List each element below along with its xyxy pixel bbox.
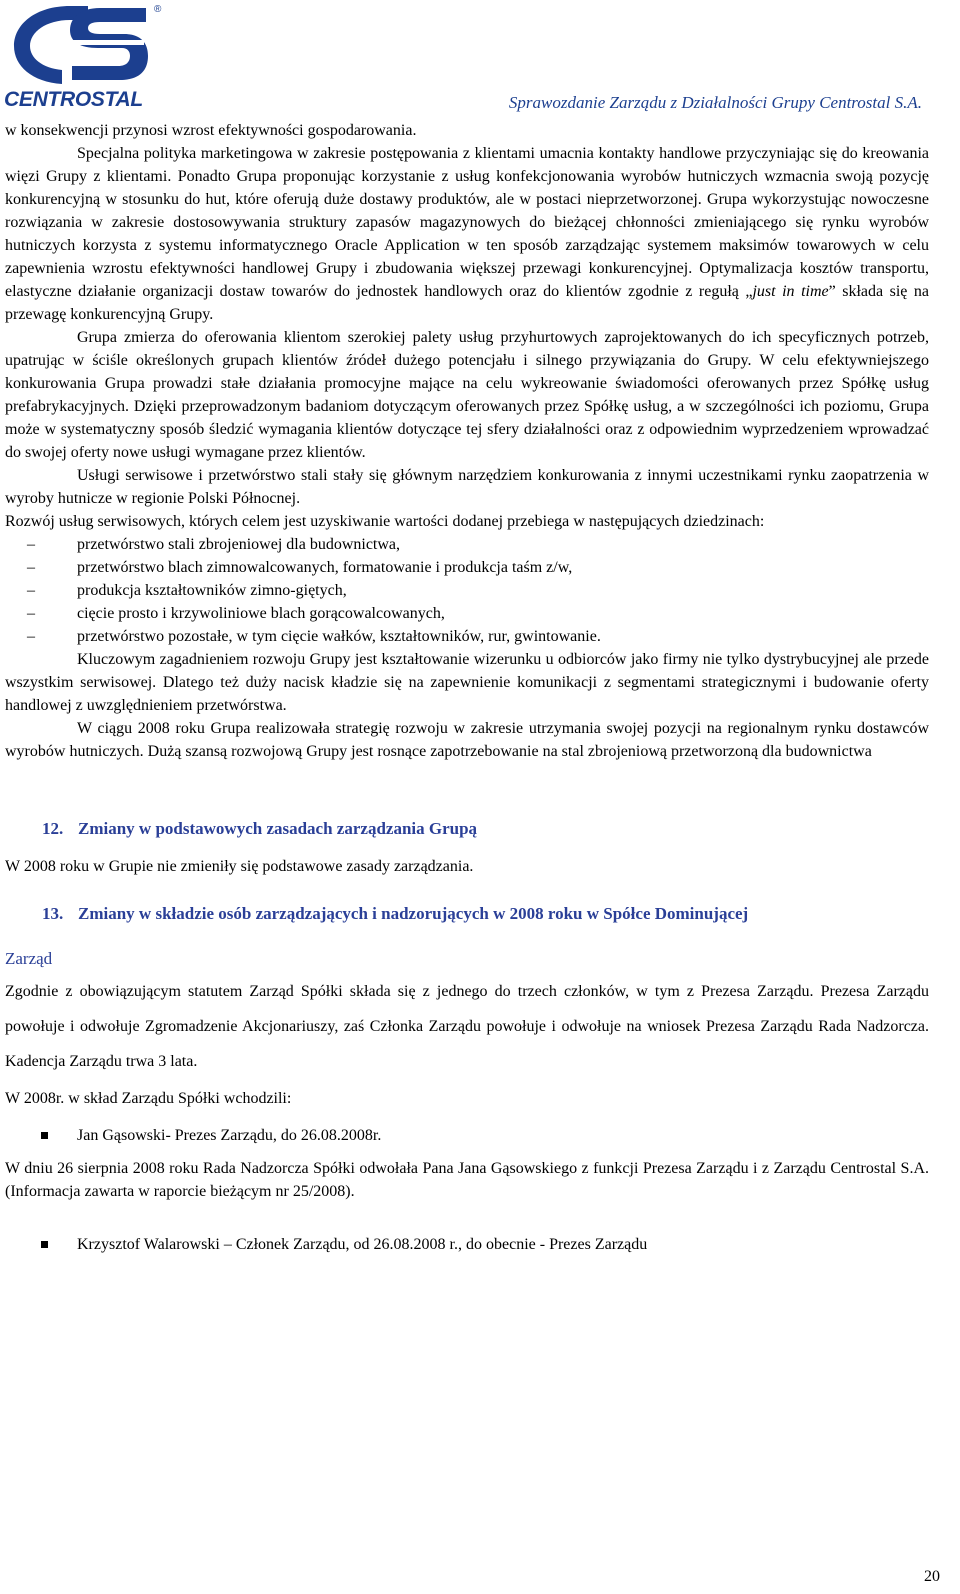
paragraph: Kluczowym zagadnieniem rozwoju Grupy jest kształtowanie wizerunku u odbiorców jako firmy nie tylko dystrybucyjnej ale przede wszystkim serwisowej. Dlatego też duży nacisk kładzie się na zapewnienie komunikacji z segmentami strategicznymi i budowanie oferty handlowej z uwzględnieniem przetwórstwa.	[5, 651, 929, 714]
list-item: – cięcie prosto i krzywoliniowe blach gorącowalcowanych,	[5, 602, 929, 625]
paragraph: W 2008r. w skład Zarządu Spółki wchodzili:	[5, 1090, 292, 1107]
board-list	[5, 1233, 929, 1256]
paragraph: Zgodnie z obowiązującym statutem Zarząd Spółki składa się z jednego do trzech członków, w tym z Prezesa Zarządu. Prezesa Zarządu powołuje i odwołuje Zgromadzenie Akcjonariuszy, zaś Członka Zarządu powołuje i odwołuje na wniosek Prezesa Zarządu Rada Nadzorcza. Kadencja Zarządu trwa 3 lata.	[5, 983, 929, 1070]
section-number: 13.	[42, 904, 64, 923]
paragraph: W ciągu 2008 roku Grupa realizowała strategię rozwoju w zakresie utrzymania swojej pozycji na regionalnym rynku dostawców wyrobów hutniczych. Dużą szansą rozwojową Grupy jest rosnące zapotrzebowanie na stal zbrojeniową przetworzoną dla budownictwa	[5, 720, 929, 760]
list-item: – przetwórstwo blach zimnowalcowanych, formatowanie i produkcja taśm z/w,	[5, 556, 929, 579]
section-number: 12.	[42, 819, 64, 838]
paragraph	[5, 142, 929, 326]
section-12-heading	[5, 817, 929, 840]
section-title: Zmiany w podstawowych zasadach zarządzania Grupą	[78, 819, 478, 838]
list-item: – przetwórstwo pozostałe, w tym cięcie wałków, kształtowników, rur, gwintowanie.	[5, 625, 929, 648]
report-title: Sprawozdanie Zarządu z Działalności Grupy Centrostal S.A.	[508, 93, 922, 112]
paragraph: Grupa zmierza do oferowania klientom szerokiej palety usług przyhurtowych zaprojektowanych do ich specyficznych potrzeb, upatrując w ściśle określonych grupach klientów źródeł dużego potencjału i silnego przywiązania do Grupy. W celu efektywniejszego konkurowania Grupa prowadzi stałe działania promocyjne mające na celu wykreowanie świadomości oferowanych przez Spółkę usług prefabrykacyjnych. Dzięki przeprowadzonym badaniom dotyczącym oferowanych przez Spółkę usług, a w szczególności ich poziomu, Grupa może w systematyczny sposób śledzić wymagania klientów dotyczące tej sfery działalności oraz z odpowiednim wyprzedzeniem wprowadzać do swojej oferty nowe usługi wymagane przez klientów.	[5, 329, 929, 461]
logo-wordmark: CENTROSTAL	[4, 88, 143, 111]
section-title: Zmiany w składzie osób zarządzających i nadzorujących w 2008 roku w Spółce Dominującej	[78, 904, 749, 923]
registered-mark: ®	[154, 4, 162, 15]
subheading-zarzad: Zarząd	[5, 949, 53, 968]
page-number: 20	[924, 1568, 940, 1585]
paragraph-text: ” składa się na przewagę konkurencyjną Grupy.	[5, 283, 930, 323]
list-item: – przetwórstwo stali zbrojeniowej dla budownictwa,	[5, 533, 929, 556]
page-content	[5, 119, 929, 1256]
paragraph: W dniu 26 sierpnia 2008 roku Rada Nadzorcza Spółki odwołała Pana Jana Gąsowskiego z funkcji Prezesa Zarządu i z Zarządu Centrostal S.A. (Informacja zawarta w raporcie bieżącym nr 25/2008).	[5, 1160, 929, 1200]
list-item: Jan Gąsowski- Prezes Zarządu, do 26.08.2008r.	[5, 1124, 929, 1147]
italic-phrase: just in time	[752, 283, 829, 300]
paragraph: W 2008 roku w Grupie nie zmieniły się podstawowe zasady zarządzania.	[5, 858, 474, 875]
page-header	[0, 0, 960, 114]
list-item: Krzysztof Walarowski – Członek Zarządu, od 26.08.2008 r., do obecnie - Prezes Zarządu	[5, 1233, 929, 1256]
logo-emblem-icon	[8, 0, 158, 92]
paragraph: Rozwój usług serwisowych, których celem jest uzyskiwanie wartości dodanej przebiega w następujących dziedzinach:	[5, 513, 765, 530]
service-list	[5, 533, 929, 648]
section-13-heading	[5, 902, 929, 925]
list-item: – produkcja kształtowników zimno-giętych,	[5, 579, 929, 602]
paragraph-text: Specjalna polityka marketingowa w zakresie postępowania z klientami umacnia kontakty handlowe przyczyniając się do kreowania więzi Grupy z klientami. Ponadto Grupa proponując korzystanie z usług konfekcjonowania wyrobów hutniczych wzmacnia swoją pozycję konkurencyjną w stosunku do hut, które oferują duże dostawy produktów, ale w postaci nieprzetworzonej. Grupa wykorzystując nowoczesne rozwiązania w zakresie dostosowywania struktury zapasów magazynowych do bieżącej chłonności zmieniającego się rynku wyrobów hutniczych korzysta z systemu informatycznego Oracle Application w ten sposób zarządzając systemem maksimów towarowych w celu zapewnienia wzrostu efektywności handlowej Grupy i zbudowania większej przewagi konkurencyjnej. Optymalizacja kosztów transportu, elastyczne działanie organizacji dostaw towarów do jednostek handlowych oraz do klientów zgodnie z regułą „	[5, 145, 929, 300]
paragraph: Usługi serwisowe i przetwórstwo stali stały się głównym narzędziem konkurowania z innymi uczestnikami rynku zaopatrzenia w wyroby hutnicze w regionie Polski Północnej.	[5, 467, 929, 507]
paragraph: w konsekwencji przynosi wzrost efektywności gospodarowania.	[5, 122, 417, 139]
board-list	[5, 1124, 929, 1147]
